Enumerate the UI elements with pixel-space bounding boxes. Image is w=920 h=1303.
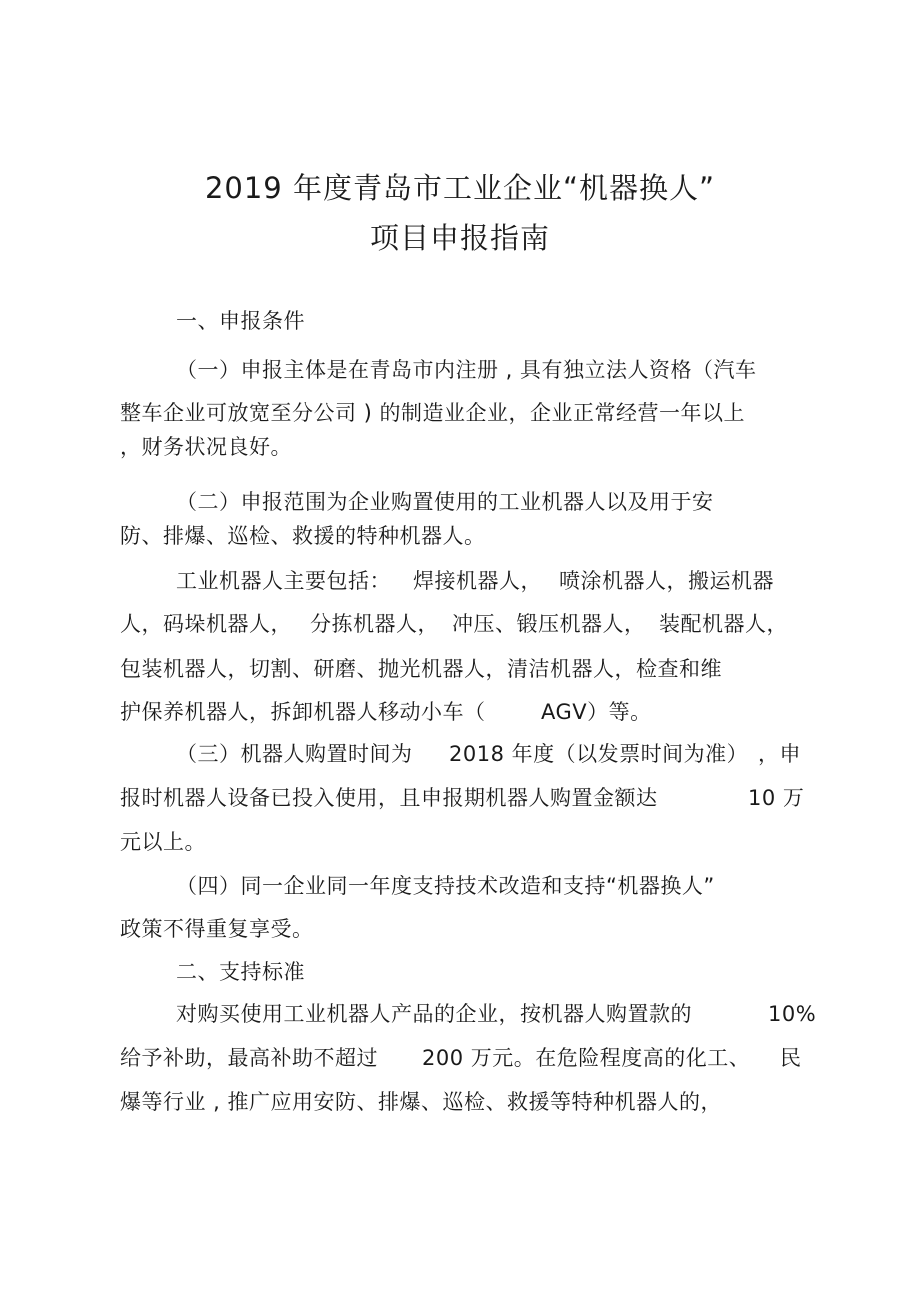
text-segment: 200 万元。在危险程度高的化工、 <box>422 1046 751 1070</box>
text-segment: 冲压、锻压机器人， <box>452 612 646 636</box>
paragraph-line: ，财务状况良好。 <box>120 435 292 459</box>
paragraph-line: （二）申报范围为企业购置使用的工业机器人以及用于安 <box>176 490 714 514</box>
text-segment: 人，码垛机器人， <box>120 612 292 636</box>
text-segment: 10 万 <box>748 786 805 810</box>
paragraph-line-robots-1 <box>0 566 920 596</box>
text-segment: ，申 <box>758 742 801 766</box>
section-heading-conditions: 一、申报条件 <box>176 309 305 333</box>
paragraph-line: 爆等行业 , 推广应用安防、排爆、巡检、救援等特种机器人的， <box>120 1090 723 1114</box>
text-segment: 给予补助，最高补助不超过 <box>120 1046 378 1070</box>
text-segment: 焊接机器人， <box>413 569 542 593</box>
text-segment: 分拣机器人， <box>310 612 439 636</box>
paragraph-line: （四）同一企业同一年度支持技术改造和支持“机器换人” <box>176 874 715 898</box>
document-title-line-1: 2019 年度青岛市工业企业“机器换人” <box>204 171 716 205</box>
paragraph-line: （一）申报主体是在青岛市内注册 , 具有独立法人资格（汽车 <box>176 358 757 382</box>
document-title-line-2: 项目申报指南 <box>369 221 550 255</box>
text-segment: 工业机器人主要包括： <box>176 569 391 593</box>
text-segment: 喷涂机器人，搬运机器 <box>559 569 774 593</box>
paragraph-line-support-2 <box>0 1043 920 1073</box>
text-segment: 装配机器人， <box>659 612 788 636</box>
text-segment: 10% <box>768 1002 817 1026</box>
paragraph-line-robots-2 <box>0 609 920 639</box>
text-segment: 对购买使用工业机器人产品的企业，按机器人购置款的 <box>176 1002 692 1026</box>
paragraph-line: 包装机器人，切割、研磨、抛光机器人，清洁机器人，检查和维 <box>120 657 722 681</box>
text-segment: 民 <box>780 1046 802 1070</box>
paragraph-line: 防、排爆、巡检、救援的特种机器人。 <box>120 524 486 548</box>
paragraph-line: 整车企业可放宽至分公司 ) 的制造业企业，企业正常经营一年以上 <box>120 401 746 425</box>
paragraph-line-item3-2 <box>0 783 920 813</box>
paragraph-line-item3-1 <box>0 739 920 769</box>
paragraph-line-robots-4 <box>0 697 920 727</box>
text-segment: AGV）等。 <box>541 700 652 724</box>
paragraph-line: 政策不得重复享受。 <box>120 917 314 941</box>
text-segment: （三）机器人购置时间为 <box>176 742 413 766</box>
text-segment: 护保养机器人，拆卸机器人移动小车（ <box>120 700 486 724</box>
paragraph-line-support-1 <box>0 999 920 1029</box>
paragraph-line: 元以上。 <box>120 830 206 854</box>
text-segment: 报时机器人设备已投入使用，且申报期机器人购置金额达 <box>120 786 658 810</box>
section-heading-support: 二、支持标准 <box>176 960 305 984</box>
text-segment: 2018 年度（以发票时间为准） <box>449 742 749 766</box>
